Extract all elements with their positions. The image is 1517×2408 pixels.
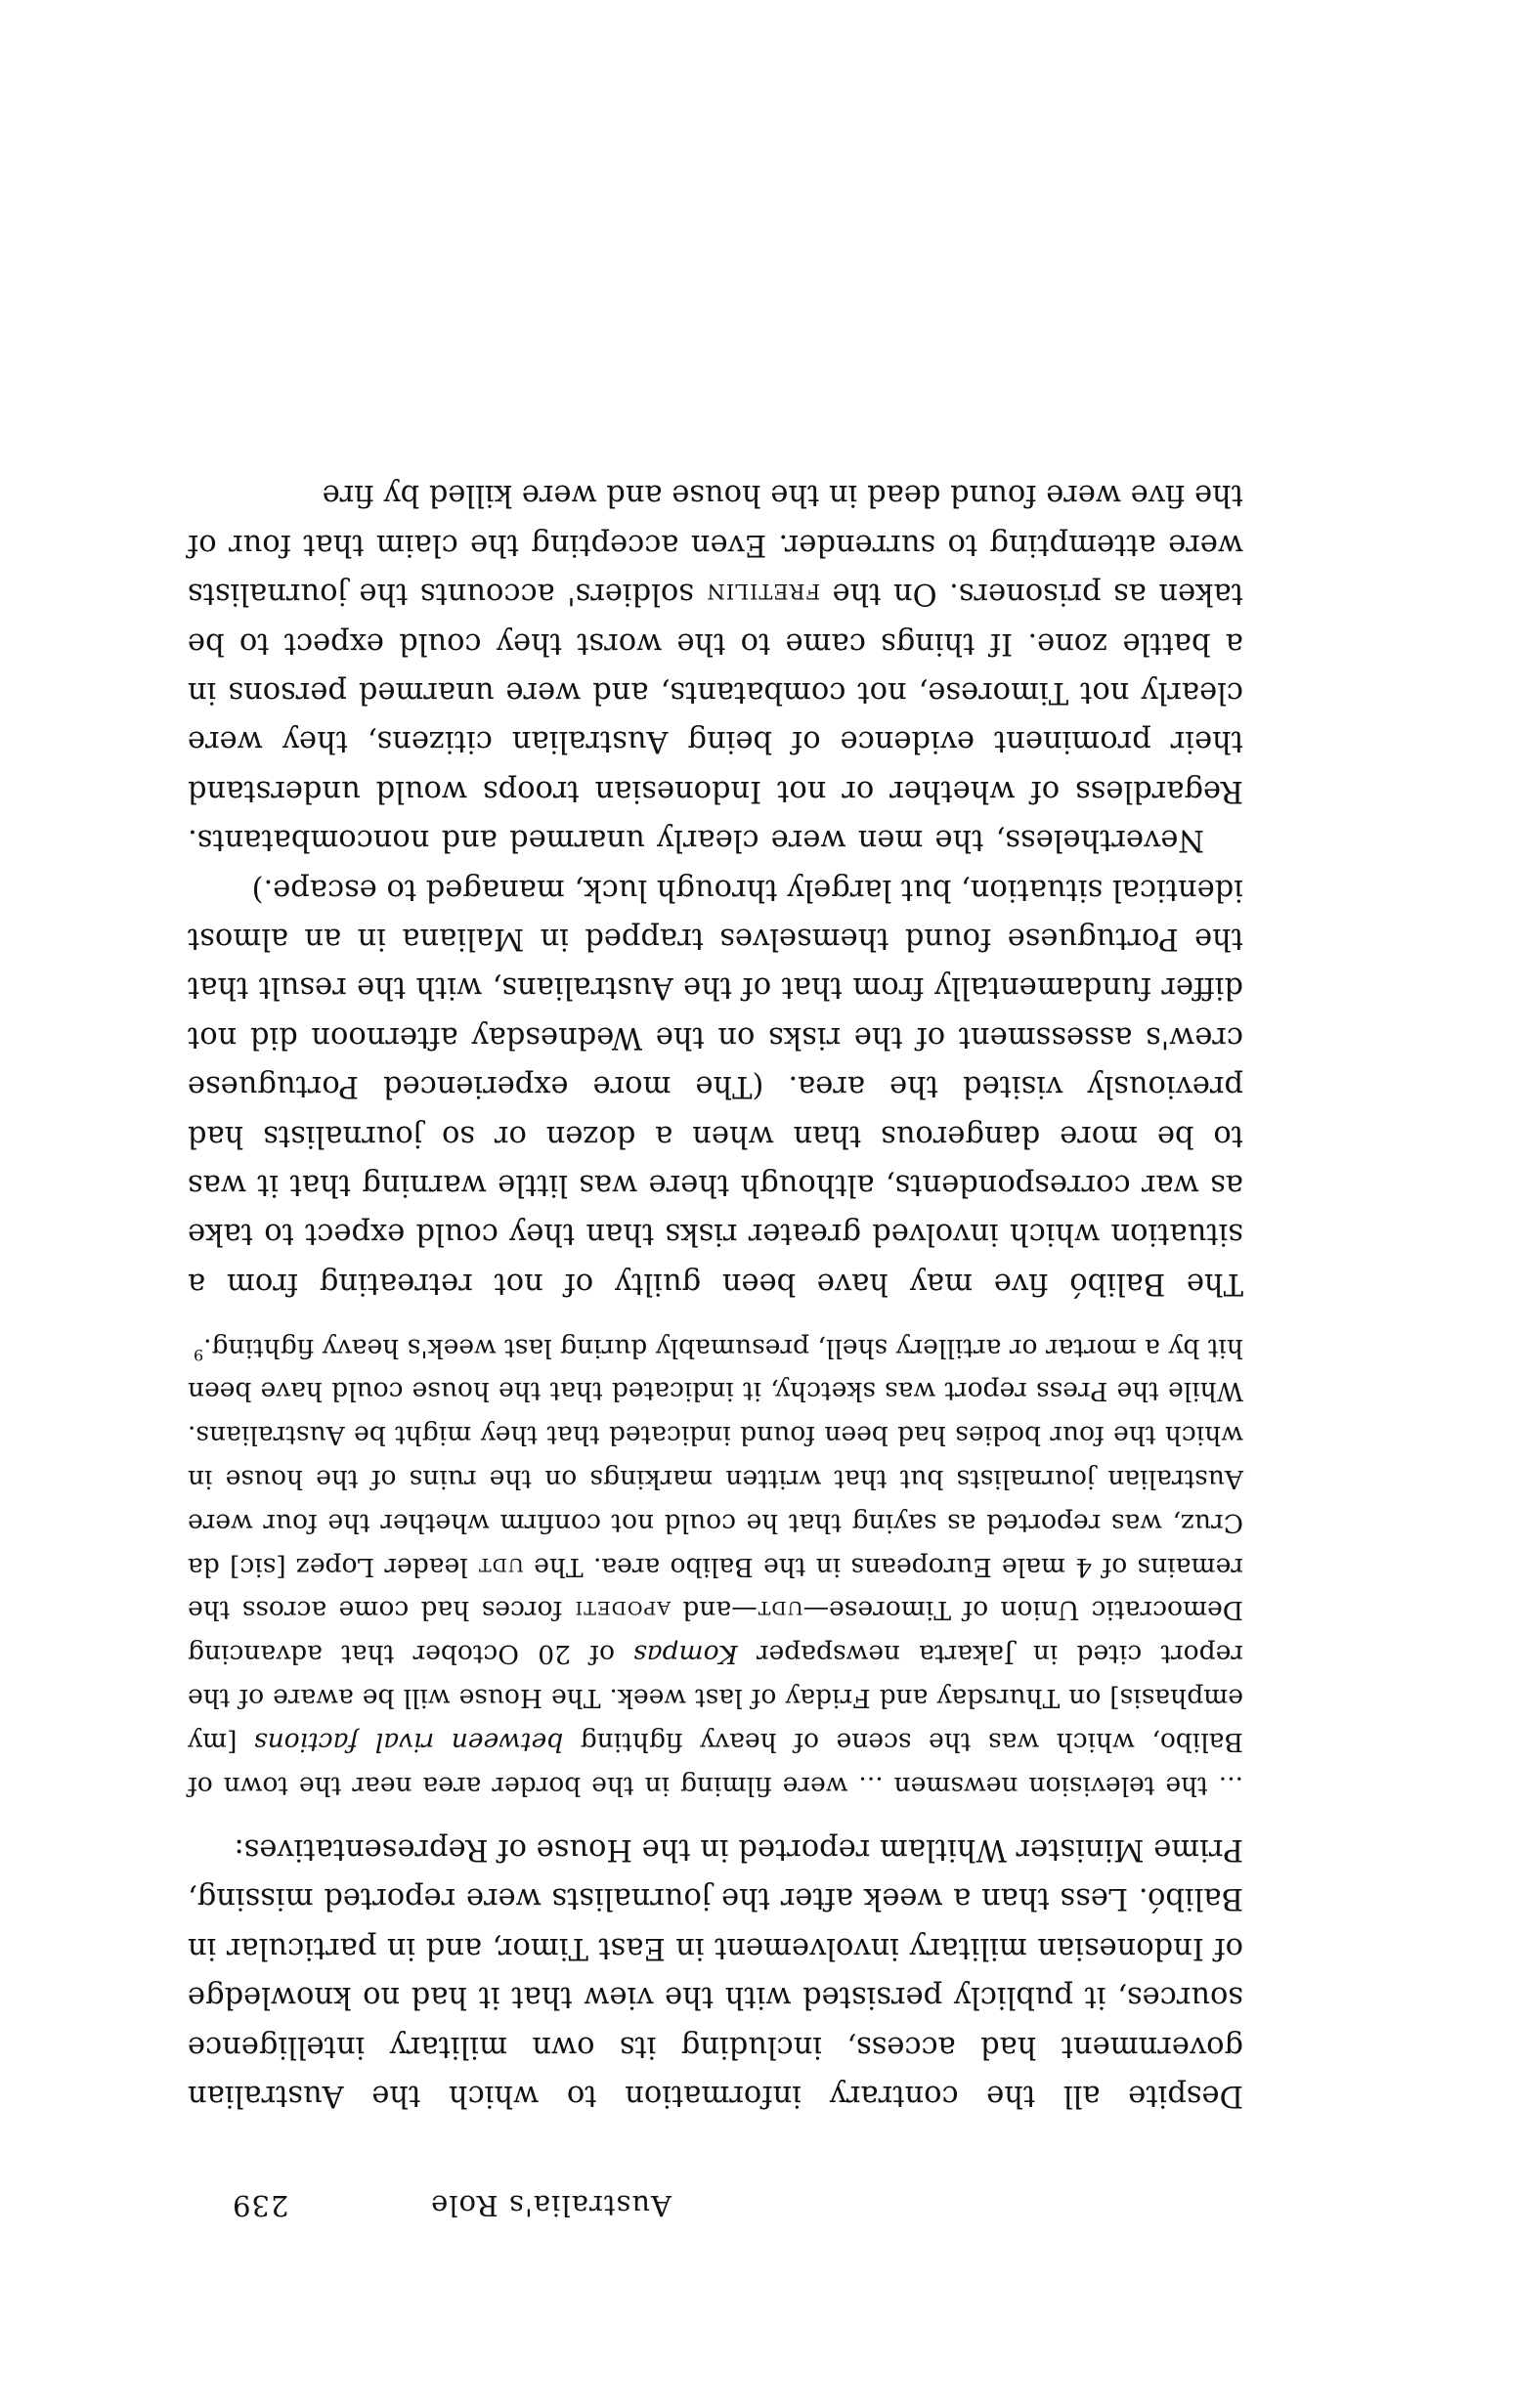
paragraph-intro: Despite all the contrary information to which the Australian government had access, including its own military intelligence sources, it publicly persisted with the view that it had no knowledge of Indonesian military involvement in East Timor, and in particular in Balibó. Less than a week after the journalists were reported missing, Prime Minister Whitlam reported in the House of Representatives: xyxy=(188,1831,1243,2113)
quote-acronym-udt-2: udt xyxy=(477,1551,524,1582)
acronym-fretilin: fretilin xyxy=(706,577,821,612)
quote-text-1: ... the television newsmen ... were filming in the border area near the town of Balibo, which was the scene of heavy fighting xyxy=(188,1726,1243,1801)
quote-emphasis: between rival factions xyxy=(254,1726,564,1757)
quote-text-3: of 20 October that advancing Democratic Union of Timorese— xyxy=(188,1595,1243,1670)
quote-text-6: leader Lopez [sic] da Cruz, was reported as saying that he could not confirm whether the four were Australian journalists but that written markings on the ruins of the house in which the four bodies had been found indicated that they might be Australians. While the Press report was sketchy, it indicated that the house could have been hit by a mortar or artillery shell, presumably during last week's heavy fighting. xyxy=(188,1332,1243,1582)
page-number: 239 xyxy=(232,2189,289,2222)
quote-text-4: —and xyxy=(671,1595,758,1626)
body-text xyxy=(188,470,1243,2120)
quote-text-5: forces had come across the remains of 4 male Europeans in the Balibo area. The xyxy=(188,1551,1243,1626)
paragraph-nevertheless-text-2: soldiers' accounts the journalists were attempting to surrender. Even accepting the claim that four of the five were found dead in the house and were killed by fire xyxy=(188,478,1243,612)
quote-acronym-apodeti: apodeti xyxy=(574,1595,672,1626)
paragraph-nevertheless xyxy=(188,470,1243,864)
paragraph-balibo-five: The Balibó five may have been guilty of not retreating from a situation which involved greater risks than they could expect to take as war correspondents, although there was little warning that it was to be more dangerous than when a dozen or so journalists had previously visited the area. (The more experienced Portuguese crew's assessment of the risks on the Wednesday afternoon did not differ fundamentally from that of the Australians, with the result that the Portuguese found themselves trapped in Maliana in an almost identical situation, but largely through luck, managed to escape.) xyxy=(188,872,1243,1301)
block-quote xyxy=(188,1325,1243,1807)
paragraph-nevertheless-text-1: Nevertheless, the men were clearly unarmed and noncombatants. Regardless of whether or not Indonesian troops would understand their prominent evidence of being Australian citizens, they were clearly not Timorese, not combatants, and were unarmed persons in a battle zone. If things came to the worst they could expect to be taken as prisoners. On the xyxy=(188,577,1243,858)
footnote-marker: 9 xyxy=(193,1345,204,1364)
quote-text-2: [my emphasis] on Thursday and Friday of last week. The House will be aware of the report cited in Jakarta newspaper xyxy=(188,1639,1243,1757)
running-head-title: Australia's Role xyxy=(430,2189,672,2222)
running-head xyxy=(173,2183,1150,2222)
quote-acronym-udt: udt xyxy=(757,1595,803,1626)
quote-newspaper-name: Kompas xyxy=(633,1639,738,1670)
